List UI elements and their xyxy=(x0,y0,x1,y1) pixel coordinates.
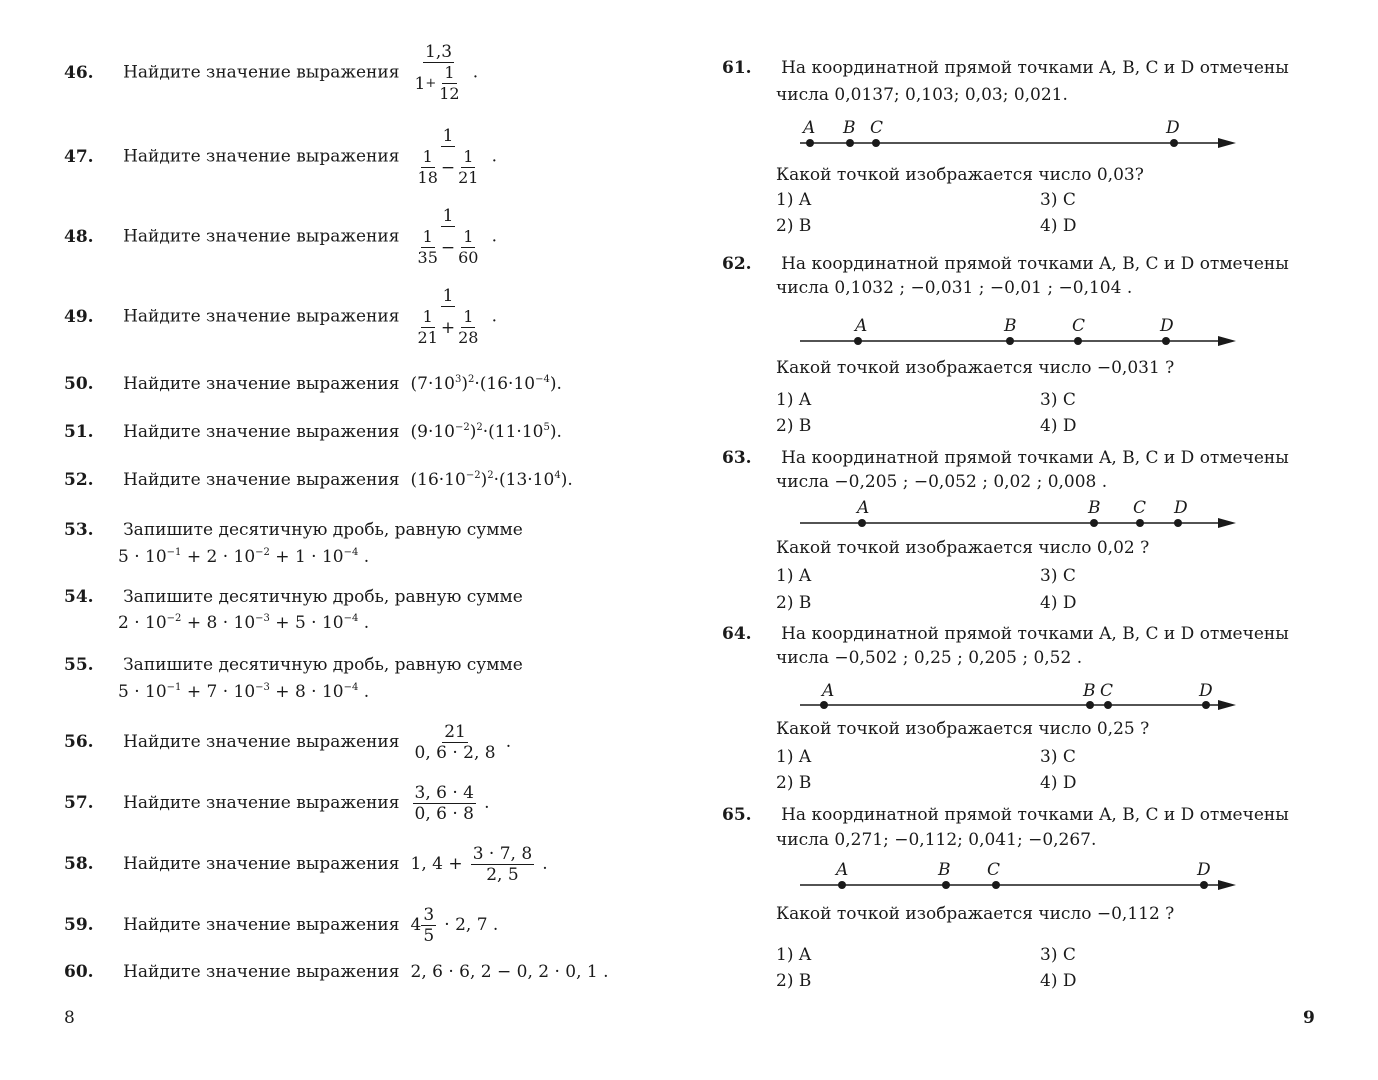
exponent: −2 xyxy=(255,547,270,558)
point-b xyxy=(1006,337,1014,345)
expr-part: ·(16·10 xyxy=(474,374,536,394)
point-a xyxy=(806,139,814,147)
inner-fraction-a xyxy=(416,147,440,188)
label-b: B xyxy=(1083,681,1096,701)
term: + 8 · 10 xyxy=(181,613,256,633)
problem-text: Найдите значение выражения xyxy=(123,226,400,247)
problem-49 xyxy=(64,286,497,348)
problem-53 xyxy=(64,520,523,540)
problem-56 xyxy=(64,722,511,763)
problem-50 xyxy=(64,374,562,394)
answer-1: 1) A xyxy=(776,390,812,410)
label-d: D xyxy=(1160,316,1174,336)
exponent: 4 xyxy=(554,470,561,481)
fraction xyxy=(413,126,484,188)
period: . xyxy=(491,146,497,167)
inner-denominator: 21 xyxy=(458,168,479,187)
point-b xyxy=(846,139,854,147)
label-d: D xyxy=(1199,681,1213,701)
point-d xyxy=(1162,337,1170,345)
problem-61 xyxy=(722,58,1289,78)
operator: + xyxy=(440,317,456,338)
problem-text: Найдите значение выражения xyxy=(123,962,400,982)
answer-1: 1) A xyxy=(776,566,812,586)
problem-48 xyxy=(64,206,497,268)
problem-text: Найдите значение выражения xyxy=(123,62,400,83)
answer-1: 1) A xyxy=(776,190,812,210)
point-c xyxy=(1074,337,1082,345)
expr-part: ) xyxy=(461,374,469,394)
term: + 1 · 10 xyxy=(269,547,344,567)
page-number-left: 8 xyxy=(64,1008,75,1028)
label-a: A xyxy=(836,860,849,880)
period: . xyxy=(491,226,497,247)
exponent: −4 xyxy=(343,547,359,558)
label-c: C xyxy=(1100,681,1114,701)
expr-part: (16·10 xyxy=(410,470,466,490)
problem-number: 58. xyxy=(64,854,94,874)
problem-number: 52. xyxy=(64,470,94,490)
label-d: D xyxy=(1174,498,1188,518)
expression xyxy=(411,422,562,442)
exponent: −2 xyxy=(455,422,470,433)
point-d xyxy=(1170,139,1178,147)
answer-1: 1) A xyxy=(776,747,812,767)
point-b xyxy=(1090,519,1098,527)
problem-64-values: числа −0,502 ; 0,25 ; 0,205 ; 0,52 . xyxy=(776,648,1083,668)
expr-part: ) xyxy=(469,422,477,442)
problem-number: 54. xyxy=(64,587,94,607)
label-b: B xyxy=(938,860,951,880)
label-b: B xyxy=(843,118,856,138)
fraction-numerator: 3, 6 · 4 xyxy=(414,783,474,803)
problem-number: 63. xyxy=(722,448,752,468)
problem-51 xyxy=(64,422,562,442)
problem-number: 59. xyxy=(64,915,94,935)
inner-numerator: 1 xyxy=(422,227,433,246)
term: 1 xyxy=(414,73,426,94)
question-63: Какой точкой изображается число 0,02 ? xyxy=(776,538,1150,558)
exponent: −2 xyxy=(166,613,182,624)
question-64: Какой точкой изображается число 0,25 ? xyxy=(776,719,1150,739)
exponent: −2 xyxy=(465,470,481,481)
period: . xyxy=(491,306,497,327)
problem-63 xyxy=(722,448,1289,468)
exponent: 3 xyxy=(455,374,462,385)
expression: 2, 6 · 6, 2 − 0, 2 · 0, 1 . xyxy=(410,962,609,982)
point-d xyxy=(1174,519,1182,527)
label-b: B xyxy=(1004,316,1017,336)
inner-numerator: 1 xyxy=(463,147,474,166)
page-number-right: 9 xyxy=(1303,1008,1315,1028)
problem-65 xyxy=(722,805,1289,825)
problem-number: 55. xyxy=(64,655,94,675)
label-c: C xyxy=(870,118,884,138)
problem-text: Запишите десятичную дробь, равную сумме xyxy=(123,655,523,675)
label-d: D xyxy=(1166,118,1180,138)
problem-text: На координатной прямой точками A, B, C и D отмечены xyxy=(781,805,1289,825)
problem-64 xyxy=(722,624,1289,644)
fraction xyxy=(413,722,498,763)
period: . xyxy=(505,732,512,752)
fraction xyxy=(413,206,484,268)
problem-number: 49. xyxy=(64,306,94,327)
period: . xyxy=(484,793,490,813)
question-61: Какой точкой изображается число 0,03? xyxy=(776,165,1144,185)
answer-4: 4) D xyxy=(1040,416,1077,436)
label-a: A xyxy=(822,681,835,701)
term: + 8 · 10 xyxy=(269,682,344,702)
inner-numerator: 1 xyxy=(463,227,474,246)
operator: + xyxy=(425,75,437,91)
fraction-numerator: 1,3 xyxy=(425,42,453,62)
inner-denominator: 21 xyxy=(417,328,438,347)
expression-55 xyxy=(118,682,369,702)
problem-60 xyxy=(64,962,609,982)
label-a: A xyxy=(855,316,868,336)
problem-text: На координатной прямой точками A, B, C и D отмечены xyxy=(781,448,1289,468)
problem-text: Найдите значение выражения xyxy=(123,422,400,442)
inner-denominator: 12 xyxy=(439,84,460,103)
problem-number: 64. xyxy=(722,624,752,644)
expr-part: (9·10 xyxy=(410,422,455,442)
problem-text: Найдите значение выражения xyxy=(123,470,400,490)
fraction-denominator xyxy=(413,63,465,104)
exponent: −1 xyxy=(166,682,182,693)
exponent: −4 xyxy=(343,682,359,693)
period: . xyxy=(542,854,548,874)
exponent: 2 xyxy=(476,422,483,433)
problem-text: Найдите значение выражения xyxy=(123,146,400,167)
tail: · 2, 7 . xyxy=(444,915,499,935)
problem-text: Найдите значение выражения xyxy=(123,306,400,327)
problem-number: 50. xyxy=(64,374,94,394)
inner-fraction-a xyxy=(416,227,440,268)
fraction-numerator: 3 · 7, 8 xyxy=(472,844,533,864)
term: 2 · 10 xyxy=(118,613,167,633)
answer-2: 2) B xyxy=(776,773,812,793)
fraction-numerator: 21 xyxy=(444,722,466,742)
answer-2: 2) B xyxy=(776,416,812,436)
problem-number: 51. xyxy=(64,422,94,442)
inner-denominator: 28 xyxy=(458,328,479,347)
exponent: −1 xyxy=(166,547,182,558)
answer-2: 2) B xyxy=(776,971,812,991)
answer-3: 3) C xyxy=(1040,566,1076,586)
period: . xyxy=(472,62,479,83)
fraction-numerator: 1 xyxy=(442,286,454,306)
exponent: −4 xyxy=(343,613,359,624)
problem-number: 62. xyxy=(722,254,752,274)
problem-text: На координатной прямой точками A, B, C и D отмечены xyxy=(781,254,1289,274)
problem-number: 60. xyxy=(64,962,94,982)
term: + 7 · 10 xyxy=(181,682,256,702)
problem-text: Найдите значение выражения xyxy=(123,374,400,394)
question-65: Какой точкой изображается число −0,112 ? xyxy=(776,904,1175,924)
expression xyxy=(411,374,562,394)
period: . xyxy=(358,547,370,567)
exponent: −3 xyxy=(255,682,270,693)
fraction xyxy=(471,844,534,885)
expr-part: ). xyxy=(549,422,562,442)
problem-number: 48. xyxy=(64,226,94,247)
term: + 5 · 10 xyxy=(269,613,344,633)
point-a xyxy=(858,519,866,527)
problem-62 xyxy=(722,254,1289,274)
exponent: 2 xyxy=(468,374,475,385)
term: + 2 · 10 xyxy=(181,547,256,567)
label-a: A xyxy=(857,498,870,518)
fraction-denominator: 0, 6 · 8 xyxy=(414,804,474,824)
label-d: D xyxy=(1197,860,1211,880)
point-a xyxy=(838,881,846,889)
exponent: 2 xyxy=(487,470,494,481)
label-c: C xyxy=(1072,316,1086,336)
number-line-61 xyxy=(790,116,1260,156)
problem-text: Найдите значение выражения xyxy=(123,915,400,935)
exponent: −3 xyxy=(255,613,270,624)
problem-54 xyxy=(64,587,523,607)
problem-number: 57. xyxy=(64,793,94,813)
expr-part: (7·10 xyxy=(410,374,455,394)
fraction-denominator xyxy=(413,147,484,188)
answer-4: 4) D xyxy=(1040,773,1077,793)
problem-46 xyxy=(64,42,478,104)
fraction xyxy=(421,905,436,946)
fraction-denominator: 5 xyxy=(423,926,435,946)
expr-part: ·(13·10 xyxy=(493,470,555,490)
problem-52 xyxy=(64,470,573,490)
answer-3: 3) C xyxy=(1040,747,1076,767)
inner-fraction-b xyxy=(456,307,480,348)
expression-53 xyxy=(118,547,369,567)
point-b xyxy=(942,881,950,889)
answer-3: 3) C xyxy=(1040,945,1076,965)
expr-part: ·(11·10 xyxy=(482,422,544,442)
operator: − xyxy=(440,237,456,258)
label-c: C xyxy=(1133,498,1147,518)
point-a xyxy=(854,337,862,345)
problem-text: Запишите десятичную дробь, равную сумме xyxy=(123,587,523,607)
term: 5 · 10 xyxy=(118,682,167,702)
problem-number: 46. xyxy=(64,62,94,83)
inner-numerator: 1 xyxy=(463,307,474,326)
expression-54 xyxy=(118,613,369,633)
point-d xyxy=(1202,701,1210,709)
fraction-numerator: 1 xyxy=(442,126,454,146)
problem-58 xyxy=(64,844,548,885)
exponent: 5 xyxy=(543,422,550,433)
number-line-65 xyxy=(790,858,1260,898)
point-b xyxy=(1086,701,1094,709)
problem-57 xyxy=(64,783,489,824)
problem-63-values: числа −0,205 ; −0,052 ; 0,02 ; 0,008 . xyxy=(776,472,1108,492)
answer-4: 4) D xyxy=(1040,216,1077,236)
problem-text: Найдите значение выражения xyxy=(123,732,400,752)
problem-55 xyxy=(64,655,523,675)
fraction-denominator xyxy=(413,307,484,348)
problem-text: Запишите десятичную дробь, равную сумме xyxy=(123,520,523,540)
problem-text: Найдите значение выражения xyxy=(123,793,400,813)
expr-part: ). xyxy=(549,374,562,394)
label-c: C xyxy=(987,860,1001,880)
problem-number: 56. xyxy=(64,732,94,752)
answer-4: 4) D xyxy=(1040,971,1077,991)
fraction xyxy=(413,286,484,348)
inner-numerator: 1 xyxy=(444,63,455,82)
fraction-denominator xyxy=(413,227,484,268)
problem-47 xyxy=(64,126,497,188)
problem-65-values: числа 0,271; −0,112; 0,041; −0,267. xyxy=(776,830,1097,850)
point-c xyxy=(992,881,1000,889)
term: 5 · 10 xyxy=(118,547,167,567)
fraction-denominator: 2, 5 xyxy=(486,865,519,885)
period: . xyxy=(358,682,370,702)
inner-fraction xyxy=(437,63,461,104)
inner-denominator: 18 xyxy=(417,168,438,187)
answer-2: 2) B xyxy=(776,593,812,613)
fraction xyxy=(413,783,476,824)
answer-4: 4) D xyxy=(1040,593,1077,613)
inner-denominator: 60 xyxy=(458,248,479,267)
label-b: B xyxy=(1088,498,1101,518)
problem-number: 47. xyxy=(64,146,94,167)
answer-1: 1) A xyxy=(776,945,812,965)
problem-number: 53. xyxy=(64,520,94,540)
inner-numerator: 1 xyxy=(422,147,433,166)
period: . xyxy=(358,613,370,633)
exponent: −4 xyxy=(535,374,550,385)
problem-61-values: числа 0,0137; 0,103; 0,03; 0,021. xyxy=(776,85,1068,105)
problem-number: 65. xyxy=(722,805,752,825)
number-line-64 xyxy=(790,678,1260,718)
problem-62-values: числа 0,1032 ; −0,031 ; −0,01 ; −0,104 . xyxy=(776,278,1133,298)
fraction-denominator: 0, 6 · 2, 8 xyxy=(414,743,496,763)
problem-text: Найдите значение выражения xyxy=(123,854,400,874)
answer-3: 3) C xyxy=(1040,190,1076,210)
expression xyxy=(411,470,573,490)
answer-3: 3) C xyxy=(1040,390,1076,410)
inner-fraction-b xyxy=(456,227,480,268)
problem-59 xyxy=(64,905,498,946)
label-a: A xyxy=(803,118,816,138)
fraction-numerator: 1 xyxy=(442,206,454,226)
inner-fraction-a xyxy=(416,307,440,348)
leading-term: 1, 4 + xyxy=(410,854,463,874)
expr-part: ) xyxy=(480,470,488,490)
point-d xyxy=(1200,881,1208,889)
point-c xyxy=(1104,701,1112,709)
point-c xyxy=(872,139,880,147)
point-a xyxy=(820,701,828,709)
inner-denominator: 35 xyxy=(417,248,438,267)
problem-text: На координатной прямой точками A, B, C и D отмечены xyxy=(781,624,1289,644)
problem-text: На координатной прямой точками A, B, C и D отмечены xyxy=(781,58,1289,78)
whole-part: 4 xyxy=(410,915,422,935)
problem-number: 61. xyxy=(722,58,752,78)
expr-part: ). xyxy=(560,470,573,490)
answer-2: 2) B xyxy=(776,216,812,236)
fraction-numerator: 3 xyxy=(423,905,435,925)
fraction xyxy=(413,42,465,104)
inner-fraction-b xyxy=(456,147,480,188)
operator: − xyxy=(440,157,456,178)
inner-numerator: 1 xyxy=(422,307,433,326)
question-62: Какой точкой изображается число −0,031 ? xyxy=(776,358,1175,378)
point-c xyxy=(1136,519,1144,527)
